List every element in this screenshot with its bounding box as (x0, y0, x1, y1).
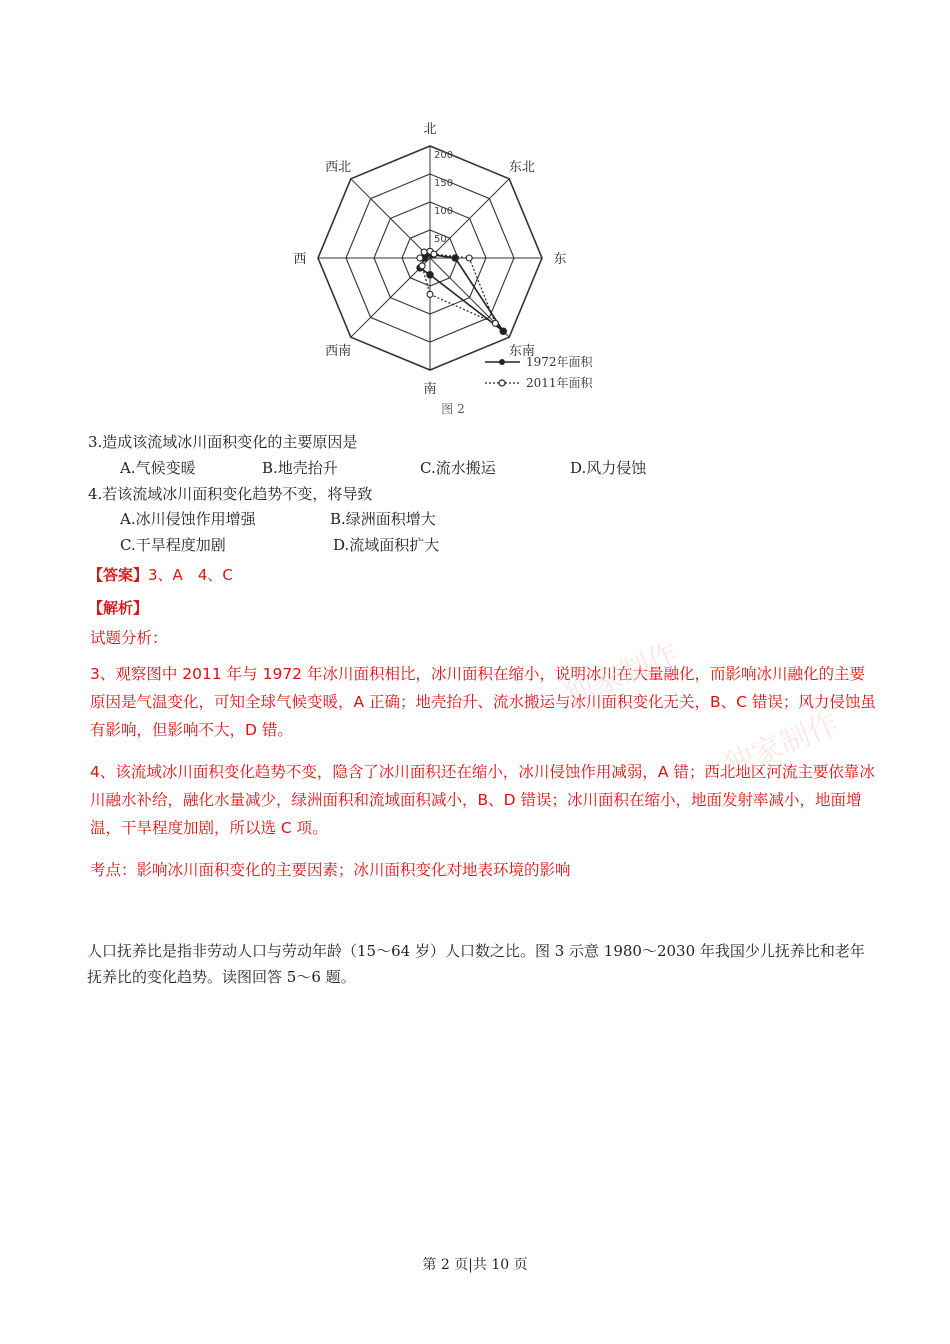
scale-labels (434, 150, 453, 245)
population-intro: 人口抚养比是指非劳动人口与劳动年龄（15～64 岁）人口数之比。图 3 示意 1980～2030 年我国少儿抚养比和老年抚养比的变化趋势。读图回答 5～6 题。 (87, 942, 865, 986)
q4-option-a: A.冰川侵蚀作用增强 (120, 510, 256, 528)
series-point-0 (427, 272, 433, 278)
answer-line (88, 564, 233, 585)
question-3-stem: 3.造成该流域冰川面积变化的主要原因是 (88, 433, 358, 451)
q3-option-d: D.风力侵蚀 (570, 459, 647, 477)
legend-2011: 2011年面积 (526, 376, 593, 390)
legend-1972: 1972年面积 (526, 355, 593, 369)
radar-grid (318, 146, 542, 370)
series-point-1 (417, 255, 423, 261)
q3-option-a: A.气候变暖 (120, 459, 196, 477)
scale-label: 50 (434, 234, 447, 245)
analysis-q3: 3、观察图中 2011 年与 1972 年冰川面积相比，冰川面积在缩小，说明冰川在大量融化，而影响冰川融化的主要原因是气温变化，可知全球气候变暖，A 正确；地壳抬升、流水搬运与冰川面积变化无关，B、C 错误；风力侵蚀虽有影响，但影响不大，D 错。 (90, 665, 876, 739)
answer-label: 【答案】 (88, 566, 149, 584)
direction-label: 东南 (508, 343, 535, 359)
scale-label: 150 (434, 178, 454, 189)
direction-label: 东 (553, 252, 567, 267)
q4-option-b: B.绿洲面积增大 (330, 510, 436, 528)
analysis-q4: 4、该流域冰川面积变化趋势不变，隐含了冰川面积还在缩小，冰川侵蚀作用减弱，A 错；西北地区河流主要依靠冰川融水补给，融化水量减少，绿洲面积和流域面积减小，B、D 错误；冰川面积在缩小，地面发射率减小，地面增温，干旱程度加剧，所以选 C 项。 (90, 763, 875, 837)
analysis-label-line (88, 597, 148, 618)
series-point-0 (500, 328, 506, 334)
direction-label: 西南 (325, 343, 352, 359)
direction-label: 西北 (325, 160, 352, 176)
figure-caption: 图 2 (441, 402, 465, 416)
analysis-label: 【解析】 (88, 599, 149, 617)
direction-label: 北 (423, 122, 437, 137)
kaodian: 考点：影响冰川面积变化的主要因素；冰川面积变化对地表环境的影响 (90, 861, 571, 879)
analysis-title: 试题分析： (90, 629, 168, 647)
series-point-1 (427, 291, 433, 297)
q3-option-b: B.地壳抬升 (262, 459, 338, 477)
scale-label: 100 (434, 206, 454, 217)
series-point-1 (466, 255, 472, 261)
watermark: 独家制作 (559, 636, 684, 714)
chart-legend (485, 354, 594, 390)
series-point-0 (452, 255, 458, 261)
scale-label: 200 (434, 150, 454, 161)
series-point-1 (431, 251, 437, 257)
direction-label: 南 (423, 382, 437, 397)
q4-option-c: C.干旱程度加剧 (120, 536, 226, 554)
watermark: 独家制作 (719, 706, 844, 784)
page-footer: 第 2 页|共 10 页 (422, 1257, 528, 1273)
answer-text: 3、A 4、C (148, 566, 233, 584)
q3-option-c: C.流水搬运 (420, 459, 496, 477)
direction-label: 西 (293, 252, 307, 267)
question-4-stem: 4.若该流域冰川面积变化趋势不变，将导致 (88, 485, 373, 503)
direction-label: 东北 (508, 160, 535, 176)
glacier-area-radar-chart (290, 122, 630, 420)
q4-option-d: D.流域面积扩大 (333, 536, 440, 554)
series-point-1 (419, 263, 425, 269)
series-point-1 (421, 249, 427, 255)
series-point-1 (492, 320, 498, 326)
